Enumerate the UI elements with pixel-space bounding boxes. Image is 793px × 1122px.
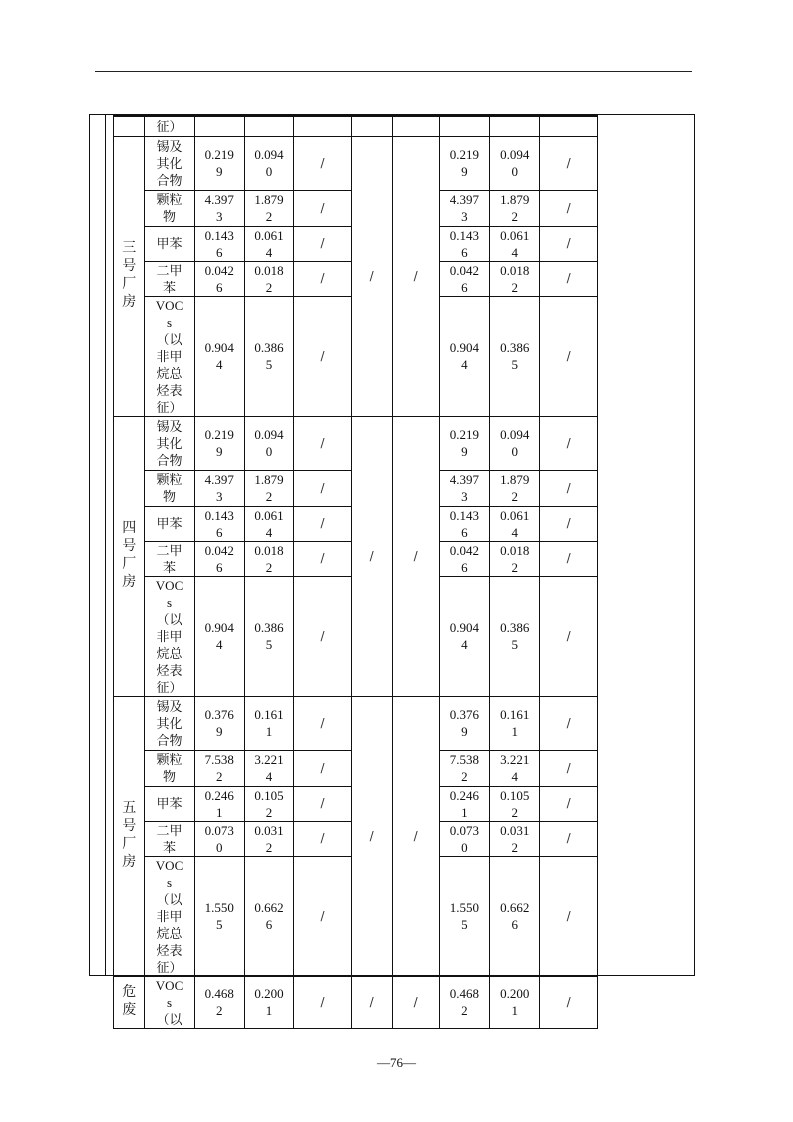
pollutant-cell: 二甲苯 bbox=[145, 541, 194, 576]
value-cell: 0.0426 bbox=[194, 541, 244, 576]
pollutant-cell: 二甲苯 bbox=[145, 821, 194, 856]
slash-cell: / bbox=[351, 136, 392, 416]
value-cell: 0.2199 bbox=[439, 136, 489, 190]
value-cell: 0.6626 bbox=[490, 856, 540, 976]
value-cell: 1.5505 bbox=[194, 856, 244, 976]
value-cell: 0.1052 bbox=[244, 786, 293, 821]
slash-cell: / bbox=[540, 696, 598, 750]
value-cell: 0.9044 bbox=[439, 296, 489, 416]
slash-cell: / bbox=[294, 226, 352, 261]
value-cell: 0.3865 bbox=[244, 296, 293, 416]
value-cell: 0.0940 bbox=[490, 416, 540, 470]
pollutant-cell: 锡及其化合物 bbox=[145, 136, 194, 190]
value-cell: 0.9044 bbox=[194, 296, 244, 416]
slash-cell: / bbox=[392, 136, 439, 416]
slash-cell: / bbox=[540, 261, 598, 296]
pollutant-cell: 二甲苯 bbox=[145, 261, 194, 296]
slash-cell: / bbox=[294, 750, 352, 786]
value-cell: 0.0426 bbox=[439, 261, 489, 296]
pollutant-cell: 征） bbox=[145, 116, 194, 136]
value-cell: 1.8792 bbox=[244, 190, 293, 226]
left-column-divider bbox=[105, 114, 106, 976]
value-cell: 0.2199 bbox=[439, 416, 489, 470]
pollutant-cell: 甲苯 bbox=[145, 226, 194, 261]
slash-cell: / bbox=[540, 470, 598, 506]
table-row bbox=[114, 116, 598, 136]
slash-cell: / bbox=[540, 576, 598, 696]
value-cell: 1.8792 bbox=[490, 470, 540, 506]
value-cell: 4.3973 bbox=[439, 190, 489, 226]
slash-cell: / bbox=[540, 190, 598, 226]
value-cell: 0.2001 bbox=[244, 976, 293, 1028]
value-cell: 0.2199 bbox=[194, 416, 244, 470]
pollutant-cell: 锡及其化合物 bbox=[145, 696, 194, 750]
value-cell: 0.2461 bbox=[194, 786, 244, 821]
value-cell: 0.1436 bbox=[439, 506, 489, 541]
value-cell: 0.3769 bbox=[194, 696, 244, 750]
value-cell: 0.3865 bbox=[244, 576, 293, 696]
pollutant-cell: 甲苯 bbox=[145, 786, 194, 821]
source-name-cell: 三号厂房 bbox=[114, 136, 145, 416]
value-cell: 0.0426 bbox=[439, 541, 489, 576]
value-cell: 0.0182 bbox=[490, 261, 540, 296]
slash-cell: / bbox=[540, 821, 598, 856]
slash-cell: / bbox=[351, 696, 392, 976]
slash-cell: / bbox=[540, 541, 598, 576]
value-cell: 0.0182 bbox=[244, 261, 293, 296]
pollutant-cell: 锡及其化合物 bbox=[145, 416, 194, 470]
pollutant-cell: VOCs（以非甲烷总烃表征） bbox=[145, 296, 194, 416]
pollutant-cell: VOCs（以非甲烷总烃表征） bbox=[145, 856, 194, 976]
slash-cell: / bbox=[540, 750, 598, 786]
pollutant-cell: 颗粒物 bbox=[145, 470, 194, 506]
value-cell: 0.0940 bbox=[244, 416, 293, 470]
value-cell: 3.2214 bbox=[244, 750, 293, 786]
value-cell: 0.9044 bbox=[439, 576, 489, 696]
table-row bbox=[114, 416, 598, 470]
slash-cell: / bbox=[294, 136, 352, 190]
slash-cell: / bbox=[351, 976, 392, 1028]
value-cell: 7.5382 bbox=[194, 750, 244, 786]
page-number: —76— bbox=[377, 1055, 416, 1070]
value-cell: 0.1611 bbox=[490, 696, 540, 750]
value-cell: 0.0426 bbox=[194, 261, 244, 296]
value-cell: 0.1611 bbox=[244, 696, 293, 750]
value-cell: 0.0312 bbox=[244, 821, 293, 856]
slash-cell: / bbox=[540, 786, 598, 821]
value-cell: 3.2214 bbox=[490, 750, 540, 786]
value-cell: 0.0182 bbox=[244, 541, 293, 576]
source-name-cell: 四号厂房 bbox=[114, 416, 145, 696]
slash-cell: / bbox=[540, 226, 598, 261]
value-cell: 0.4682 bbox=[439, 976, 489, 1028]
slash-cell: / bbox=[294, 261, 352, 296]
source-name-cell: 危废 bbox=[114, 976, 145, 1028]
table-row bbox=[114, 976, 598, 1028]
pollutant-cell: 颗粒物 bbox=[145, 750, 194, 786]
slash-cell: / bbox=[392, 976, 439, 1028]
table-row bbox=[114, 136, 598, 190]
value-cell: 0.1436 bbox=[194, 506, 244, 541]
value-cell: 4.3973 bbox=[439, 470, 489, 506]
slash-cell: / bbox=[294, 541, 352, 576]
slash-cell: / bbox=[294, 576, 352, 696]
slash-cell: / bbox=[392, 416, 439, 696]
value-cell: 0.9044 bbox=[194, 576, 244, 696]
value-cell: 0.2001 bbox=[490, 976, 540, 1028]
pollutant-cell: 甲苯 bbox=[145, 506, 194, 541]
value-cell: 0.1436 bbox=[194, 226, 244, 261]
header-rule bbox=[95, 71, 692, 72]
value-cell: 0.0730 bbox=[439, 821, 489, 856]
value-cell: 1.8792 bbox=[490, 190, 540, 226]
slash-cell: / bbox=[294, 190, 352, 226]
slash-cell: / bbox=[294, 416, 352, 470]
value-cell: 0.0614 bbox=[244, 506, 293, 541]
emission-table bbox=[113, 115, 598, 1029]
slash-cell: / bbox=[294, 296, 352, 416]
value-cell: 0.3865 bbox=[490, 296, 540, 416]
slash-cell: / bbox=[540, 976, 598, 1028]
value-cell: 0.0730 bbox=[194, 821, 244, 856]
slash-cell: / bbox=[294, 976, 352, 1028]
table-row bbox=[114, 696, 598, 750]
slash-cell: / bbox=[392, 696, 439, 976]
value-cell: 0.3865 bbox=[490, 576, 540, 696]
slash-cell: / bbox=[294, 506, 352, 541]
slash-cell: / bbox=[294, 696, 352, 750]
slash-cell: / bbox=[294, 856, 352, 976]
value-cell: 0.0614 bbox=[490, 226, 540, 261]
value-cell: 0.0940 bbox=[244, 136, 293, 190]
slash-cell: / bbox=[540, 136, 598, 190]
value-cell: 0.2199 bbox=[194, 136, 244, 190]
value-cell: 0.6626 bbox=[244, 856, 293, 976]
slash-cell: / bbox=[540, 416, 598, 470]
pollutant-cell: VOCs（以 bbox=[145, 976, 194, 1028]
slash-cell: / bbox=[540, 296, 598, 416]
value-cell: 0.3769 bbox=[439, 696, 489, 750]
value-cell: 0.1052 bbox=[490, 786, 540, 821]
slash-cell: / bbox=[540, 506, 598, 541]
value-cell: 1.5505 bbox=[439, 856, 489, 976]
value-cell: 4.3973 bbox=[194, 470, 244, 506]
pollutant-cell: VOCs（以非甲烷总烃表征） bbox=[145, 576, 194, 696]
value-cell: 0.2461 bbox=[439, 786, 489, 821]
value-cell: 0.0614 bbox=[490, 506, 540, 541]
value-cell: 0.0182 bbox=[490, 541, 540, 576]
value-cell: 0.0312 bbox=[490, 821, 540, 856]
slash-cell: / bbox=[294, 821, 352, 856]
value-cell: 7.5382 bbox=[439, 750, 489, 786]
value-cell: 4.3973 bbox=[194, 190, 244, 226]
slash-cell: / bbox=[294, 470, 352, 506]
value-cell: 0.1436 bbox=[439, 226, 489, 261]
value-cell: 0.4682 bbox=[194, 976, 244, 1028]
source-name-cell: 五号厂房 bbox=[114, 696, 145, 976]
slash-cell: / bbox=[351, 416, 392, 696]
value-cell: 0.0614 bbox=[244, 226, 293, 261]
value-cell: 1.8792 bbox=[244, 470, 293, 506]
slash-cell: / bbox=[540, 856, 598, 976]
pollutant-cell: 颗粒物 bbox=[145, 190, 194, 226]
value-cell: 0.0940 bbox=[490, 136, 540, 190]
slash-cell: / bbox=[294, 786, 352, 821]
